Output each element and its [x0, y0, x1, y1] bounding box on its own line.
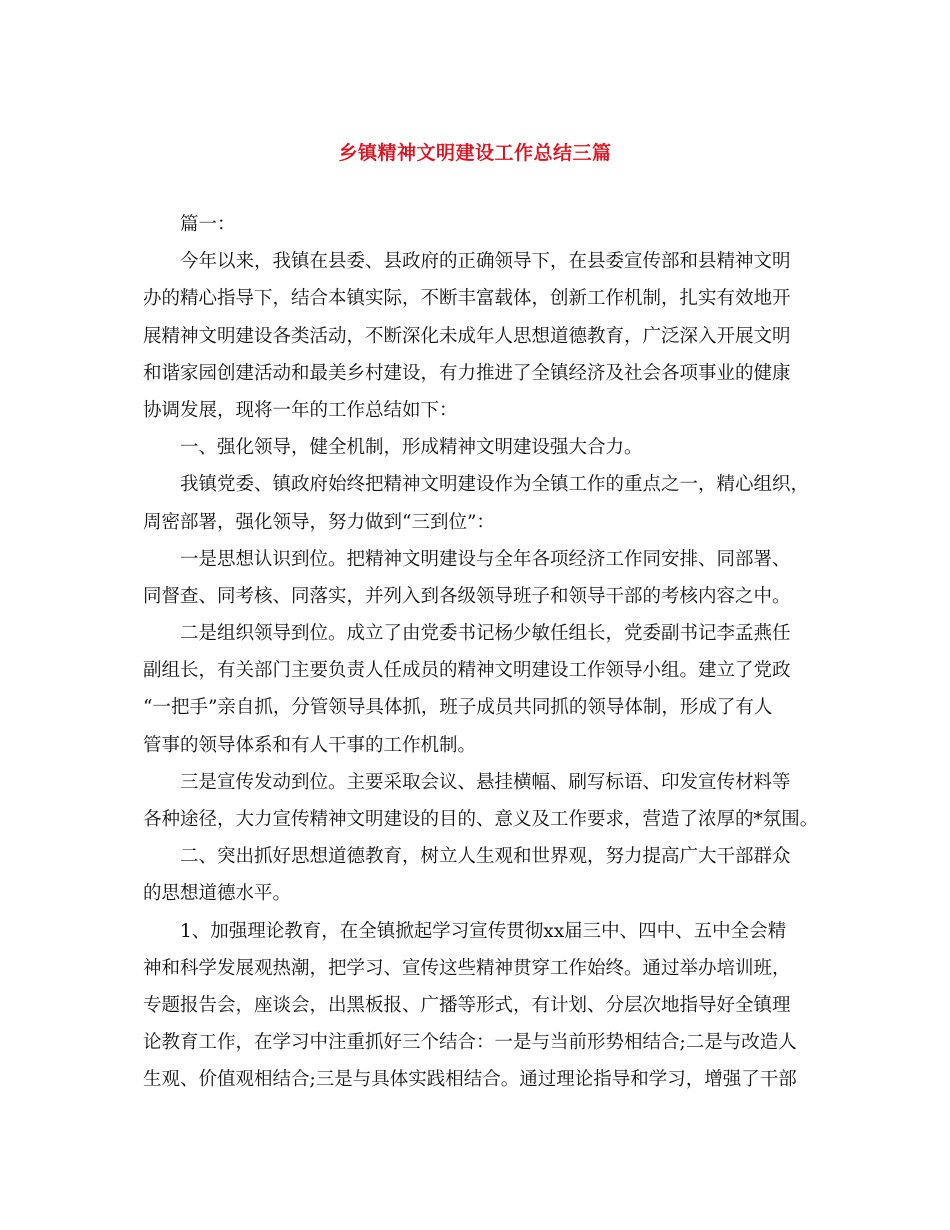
- body-line: 一、强化领导，健全机制，形成精神文明建设强大合力。: [180, 437, 643, 459]
- body-line: 专题报告会，座谈会，出黑板报、广播等形式，有计划、分层次地指导好全镇理: [143, 994, 791, 1016]
- body-line: 各种途径，大力宣传精神文明建设的目的、意义及工作要求，营造了浓厚的*氛围。: [143, 809, 819, 830]
- body-line: 我镇党委、镇政府始终把精神文明建设作为全镇工作的重点之一，精心组织，: [180, 474, 810, 496]
- body-line: 神和科学发展观热潮，把学习、宣传这些精神贯穿工作始终。通过举办培训班，: [143, 957, 791, 979]
- body-line: 生观、价值观相结合;三是与具体实践相结合。通过理论指导和学习，增强了干部: [143, 1069, 797, 1091]
- body-line: 1、加强理论教育，在全镇掀起学习宣传贯彻xx届三中、四中、五中全会精: [180, 920, 787, 942]
- body-line: 副组长，有关部门主要负责人任成员的精神文明建设工作领导小组。建立了党政: [143, 660, 791, 682]
- document-title: 乡镇精神文明建设工作总结三篇: [338, 142, 612, 164]
- body-line: 办的精心指导下，结合本镇实际，不断丰富载体，创新工作机制，扎实有效地开: [143, 288, 791, 310]
- body-line: 论教育工作，在学习中注重抓好三个结合：一是与当前形势相结合;二是与改造人: [143, 1032, 797, 1054]
- body-line: 管事的领导体系和有人干事的工作机制。: [143, 734, 477, 756]
- body-line: 一是思想认识到位。把精神文明建设与全年各项经济工作同安排、同部署、: [180, 548, 791, 570]
- body-line: 周密部署，强化领导，努力做到“三到位”：: [143, 511, 495, 533]
- body-line: 今年以来，我镇在县委、县政府的正确领导下，在县委宣传部和县精神文明: [180, 251, 791, 273]
- body-line: “一把手”亲自抓，分管领导具体抓，班子成员共同抓的领导体制，形成了有人: [143, 697, 773, 719]
- body-line: 和谐家园创建活动和最美乡村建设，有力推进了全镇经济及社会各项事业的健康: [143, 362, 791, 384]
- document-body: [143, 206, 818, 1099]
- body-line: 三是宣传发动到位。主要采取会议、悬挂横幅、刷写标语、印发宣传材料等: [180, 771, 791, 793]
- body-line: 二、突出抓好思想道德教育，树立人生观和世界观，努力提高广大干部群众: [180, 846, 791, 868]
- body-line: 二是组织领导到位。成立了由党委书记杨少敏任组长，党委副书记李孟燕任: [180, 623, 791, 645]
- body-line: 的思想道德水平。: [143, 883, 292, 905]
- body-line: 同督查、同考核、同落实，并列入到各级领导班子和领导干部的考核内容之中。: [143, 585, 791, 607]
- body-line: 协调发展，现将一年的工作总结如下：: [143, 399, 458, 421]
- body-line: 篇一：: [180, 214, 236, 235]
- body-line: 展精神文明建设各类活动，不断深化未成年人思想道德教育，广泛深入开展文明: [143, 325, 791, 347]
